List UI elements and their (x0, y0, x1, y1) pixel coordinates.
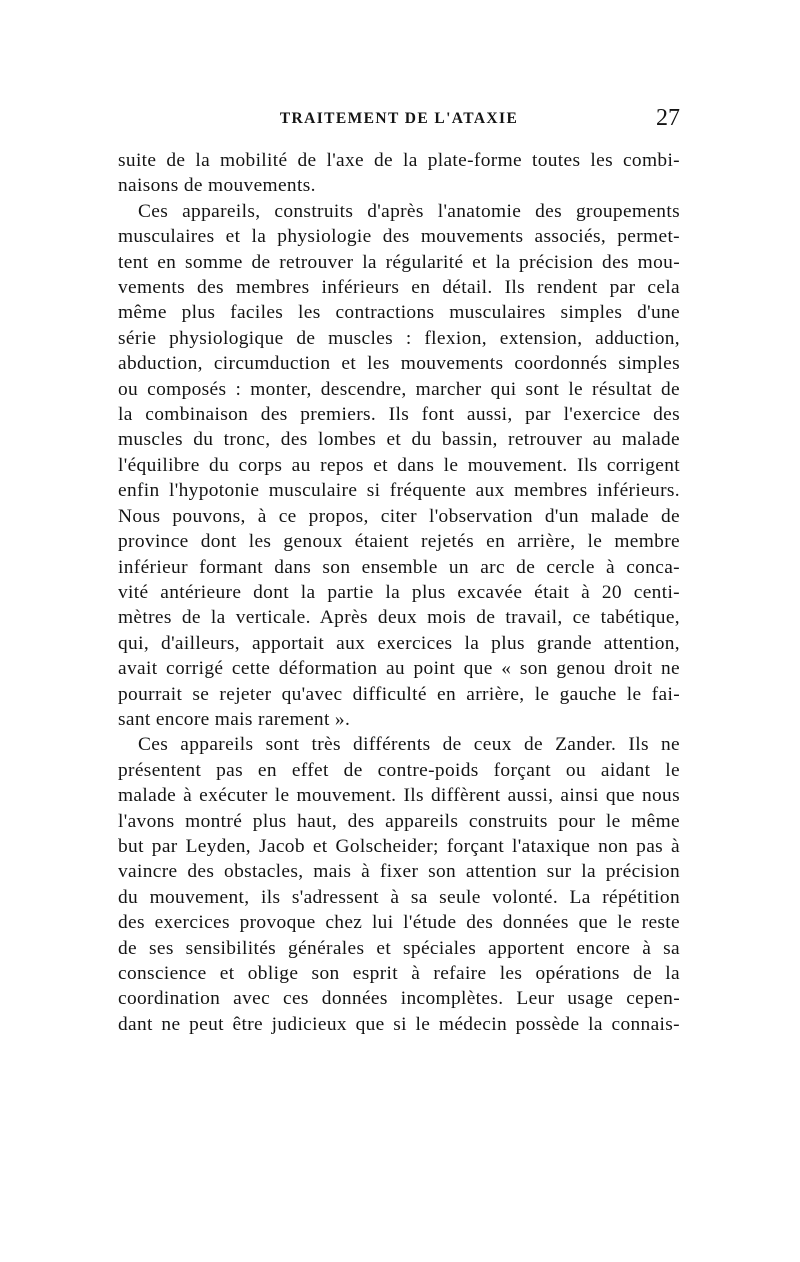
text-line: des exercices provoque chez lui l'étude des données que le reste (118, 912, 680, 934)
text-line: vaincre des obstacles, mais à fixer son attention sur la précision (118, 861, 680, 883)
text-line: conscience et oblige son esprit à refaire les opérations de la (118, 963, 680, 984)
text-line: série physiologique de muscles : flexion, extension, adduction, (118, 327, 680, 349)
page-number: 27 (656, 105, 680, 131)
text-line: vements des membres inférieurs en détail. Ils rendent par cela (118, 277, 680, 299)
text-line: même plus faciles les contractions musculaires simples d'une (118, 302, 680, 324)
text-line: dant ne peut être judicieux que si le médecin possède la connais- (118, 1013, 680, 1035)
text-line: qui, d'ailleurs, apportait aux exercices la plus grande attention, (118, 632, 680, 654)
text-line: abduction, circumduction et les mouvements coordonnés simples (118, 353, 680, 375)
text-line: tent en somme de retrouver la régularité et la précision des mou- (118, 251, 680, 273)
running-head (118, 105, 680, 136)
text-line: du mouvement, ils s'adressent à sa seule volonté. La répétition (118, 886, 680, 908)
text-line: présentent pas en effet de contre-poids forçant ou aidant le (118, 759, 680, 781)
text-line: naisons de mouvements. (118, 175, 316, 197)
text-line: suite de la mobilité de l'axe de la plate-forme toutes les combi- (118, 150, 680, 171)
text-line: musculaires et la physiologie des mouvements associés, permet- (118, 226, 680, 248)
text-line: avait corrigé cette déformation au point que « son genou droit ne (118, 658, 680, 680)
text-line: de ses sensibilités générales et spéciales apportent encore à sa (118, 937, 680, 959)
text-line: mètres de la verticale. Après deux mois de travail, ce tabétique, (118, 607, 680, 629)
text-line: l'avons montré plus haut, des appareils construits pour le même (118, 810, 680, 832)
text-line: coordination avec ces données incomplètes. Leur usage cepen- (118, 988, 680, 1010)
text-line: muscles du tronc, des lombes et du bassin, retrouver au malade (118, 429, 680, 451)
text-line: but par Leyden, Jacob et Golscheider; forçant l'ataxique non pas à (118, 835, 680, 857)
text-line: la combinaison des premiers. Ils font aussi, par l'exercice des (118, 404, 680, 426)
text-line: malade à exécuter le mouvement. Ils diffèrent aussi, ainsi que nous (118, 785, 680, 807)
text-line: Nous pouvons, à ce propos, citer l'observation d'un malade de (118, 505, 680, 527)
running-title: TRAITEMENT DE L'ATAXIE (279, 110, 519, 127)
text-line: inférieur formant dans son ensemble un arc de cercle à conca- (118, 556, 680, 578)
text-line: pourrait se rejeter qu'avec difficulté en arrière, le gauche le fai- (118, 683, 680, 705)
text-line: sant encore mais rarement ». (118, 708, 351, 730)
body-text (118, 148, 680, 1037)
text-line: Ces appareils sont très différents de ceux de Zander. Ils ne (138, 734, 680, 756)
text-line: Ces appareils, construits d'après l'anatomie des groupements (138, 200, 680, 222)
text-line: province dont les genoux étaient rejetés en arrière, le membre (118, 531, 680, 553)
text-line: enfin l'hypotonie musculaire si fréquente aux membres inférieurs. (118, 480, 680, 502)
text-line: l'équilibre du corps au repos et dans le mouvement. Ils corrigent (118, 454, 680, 476)
text-line: ou composés : monter, descendre, marcher qui sont le résultat de (118, 378, 680, 400)
text-line: vité antérieure dont la partie la plus excavée était à 20 centi- (118, 581, 680, 603)
